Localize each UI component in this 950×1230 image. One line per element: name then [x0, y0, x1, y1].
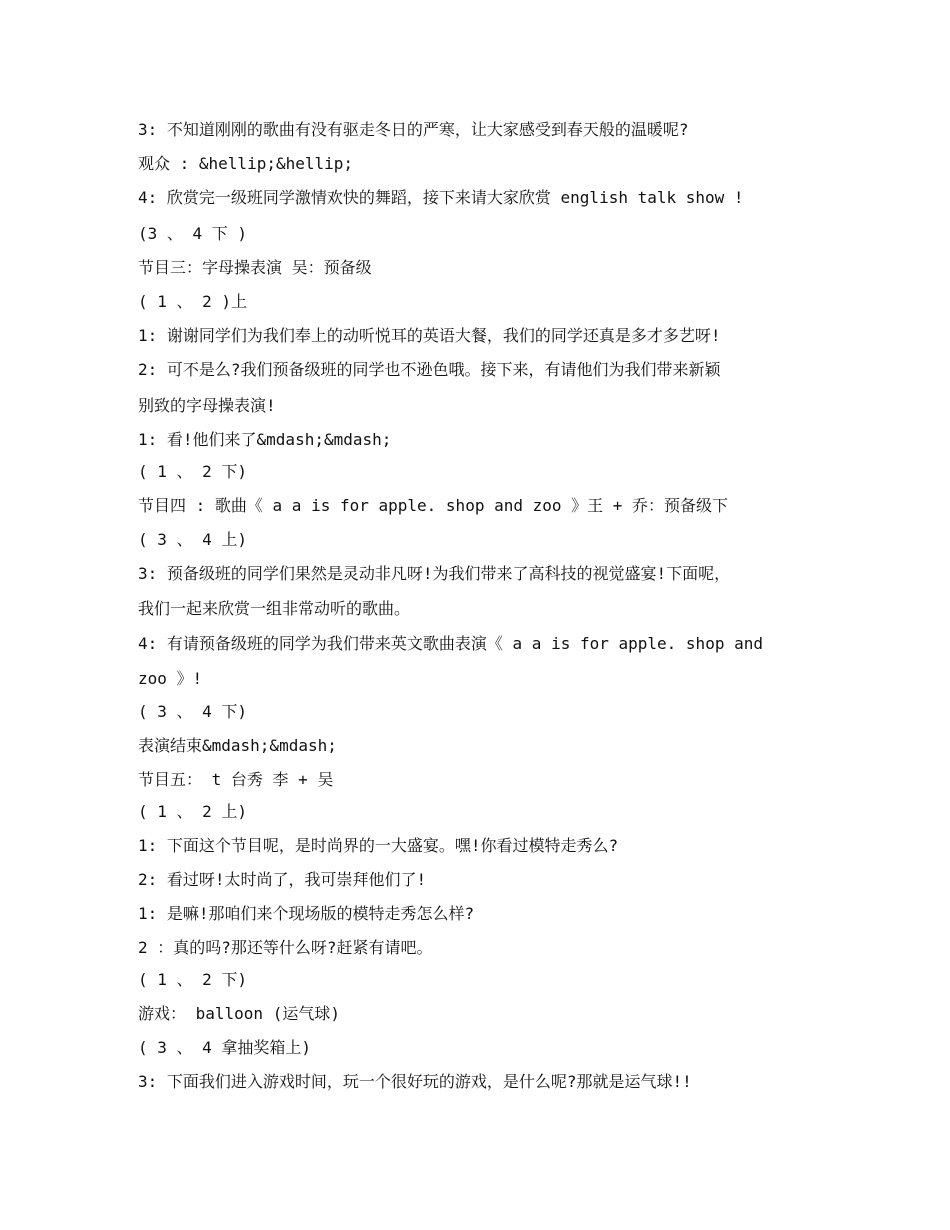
text-line: 3: 不知道刚刚的歌曲有没有驱走冬日的严寒，让大家感受到春天般的温暖呢?: [138, 120, 689, 139]
text-line: ( 3 、 4 上): [138, 530, 248, 549]
text-line: 节目三：字母操表演 吴：预备级: [138, 258, 372, 277]
text-line: 观众 : &hellip;&hellip;: [138, 154, 354, 173]
text-line: ( 1 、 2 上): [138, 802, 248, 821]
text-line: 别致的字母操表演!: [138, 396, 276, 415]
text-line: 我们一起来欣赏一组非常动听的歌曲。: [138, 599, 411, 618]
text-line: 3: 下面我们进入游戏时间，玩一个很好玩的游戏，是什么呢?那就是运气球!!: [138, 1072, 692, 1091]
text-line: ( 1 、 2 下): [138, 462, 248, 481]
text-line: ( 1 、 2 )上: [138, 292, 248, 311]
text-line: 3: 预备级班的同学们果然是灵动非凡呀!为我们带来了高科技的视觉盛宴!下面呢，: [138, 564, 731, 583]
text-line: ( 3 、 4 拿抽奖箱上): [138, 1038, 312, 1057]
text-line: (3 、 4 下 ): [138, 224, 248, 243]
text-line: 节目五： t 台秀 李 + 吴: [138, 770, 334, 789]
text-line: 4: 有请预备级班的同学为我们带来英文歌曲表演《 a a is for apple. shop and: [138, 634, 763, 653]
text-line: 2: 看过呀!太时尚了，我可崇拜他们了!: [138, 870, 427, 889]
text-line: 游戏： balloon (运气球): [138, 1004, 340, 1023]
text-line: ( 3 、 4 下): [138, 702, 248, 721]
text-line: 表演结束&mdash;&mdash;: [138, 736, 337, 755]
text-line: 1: 谢谢同学们为我们奉上的动听悦耳的英语大餐，我们的同学还真是多才多艺呀!: [138, 326, 721, 345]
text-line: 1: 看!他们来了&mdash;&mdash;: [138, 430, 392, 449]
text-line: 节目四 : 歌曲《 a a is for apple. shop and zoo 》王 + 乔：预备级下: [138, 496, 729, 515]
text-line: 2: 可不是么?我们预备级班的同学也不逊色哦。接下来，有请他们为我们带来新颖: [138, 360, 721, 379]
text-line: 2 ：真的吗?那还等什么呀?赶紧有请吧。: [138, 938, 433, 957]
text-line: 4: 欣赏完一级班同学激情欢快的舞蹈，接下来请大家欣赏 english talk show !: [138, 188, 744, 207]
text-line: ( 1 、 2 下): [138, 970, 248, 989]
text-line: 1: 是嘛!那咱们来个现场版的模特走秀怎么样?: [138, 904, 475, 923]
text-line: zoo 》!: [138, 669, 203, 688]
text-line: 1: 下面这个节目呢，是时尚界的一大盛宴。嘿!你看过模特走秀么?: [138, 836, 619, 855]
